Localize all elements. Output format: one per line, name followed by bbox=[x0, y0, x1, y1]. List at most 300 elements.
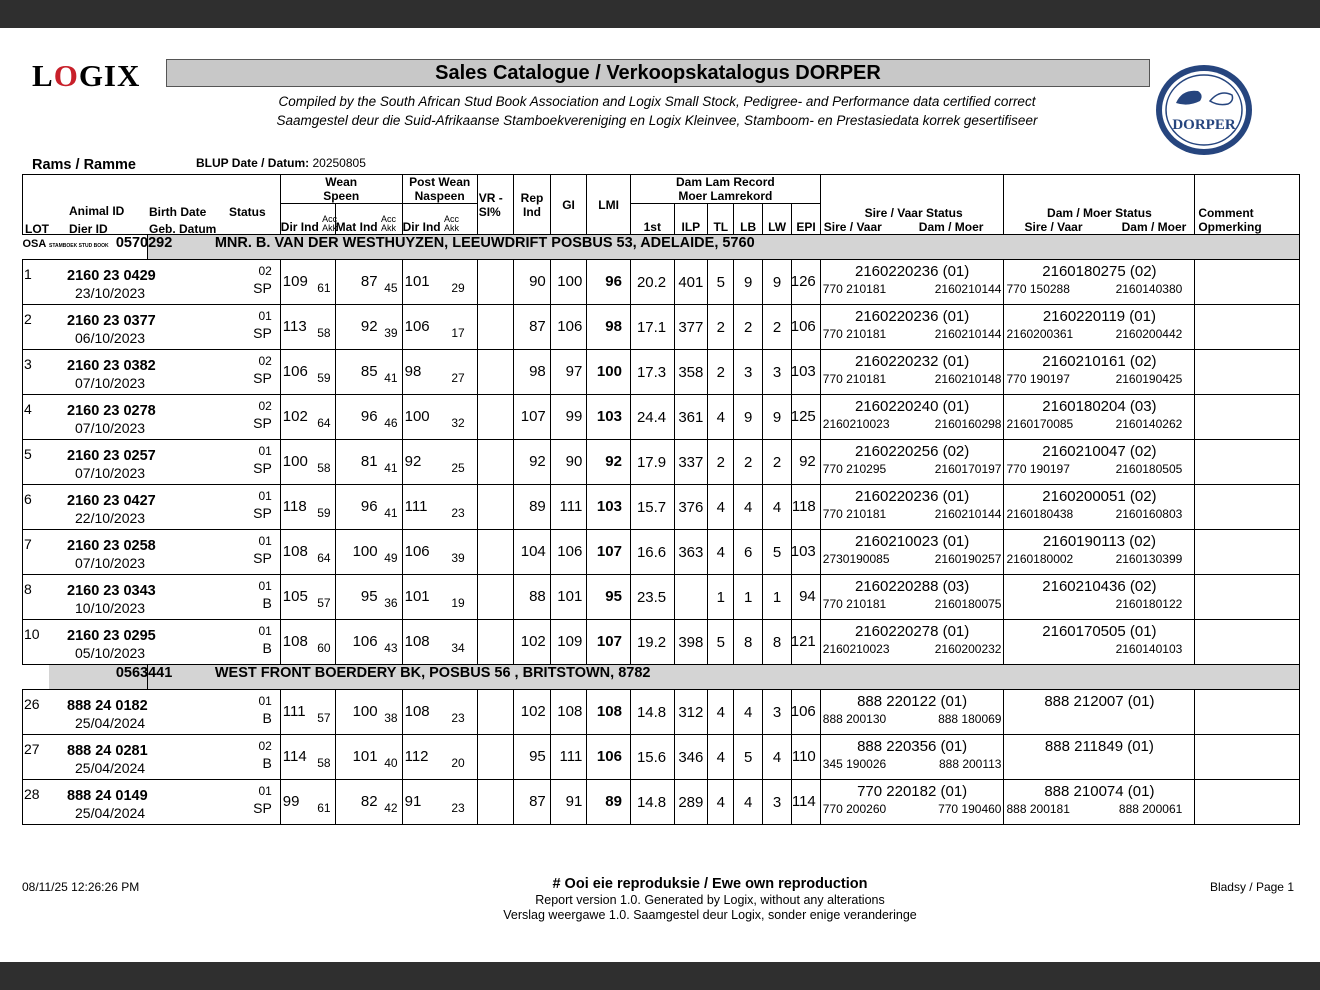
post-dir-ind: 91 23 bbox=[402, 780, 477, 825]
lb-value: 9 bbox=[734, 260, 762, 305]
geb-datum-header: Geb. Datum bbox=[149, 222, 217, 236]
ilp-value: 337 bbox=[674, 440, 707, 485]
lmi-header: LMI bbox=[587, 175, 631, 235]
epi-value: 106 bbox=[792, 305, 820, 350]
post-dir-ind: 106 39 bbox=[402, 530, 477, 575]
lot-header: LOT bbox=[25, 222, 49, 236]
section-title: Rams / Ramme bbox=[32, 157, 136, 173]
lw-value: 3 bbox=[762, 350, 791, 395]
status-code: 01 bbox=[258, 309, 272, 323]
wean-mat-ind: 106 43 bbox=[335, 620, 402, 665]
status-code: 02 bbox=[258, 739, 272, 753]
dam-pedigree: 888 212007 (01) bbox=[1004, 690, 1195, 735]
breeder-name: MNR. B. VAN DER WESTHUYZEN, LEEUWDRIFT POSBUS 53, ADELAIDE, 5760 bbox=[214, 235, 755, 251]
wean-dir-ind: 108 64 bbox=[280, 530, 335, 575]
wean-dir-ind: 108 60 bbox=[280, 620, 335, 665]
lb-header: LB bbox=[734, 204, 762, 235]
comment-cell bbox=[1195, 690, 1300, 735]
first-lamb: 14.8 bbox=[630, 780, 674, 825]
birth-date: 07/10/2023 bbox=[75, 375, 146, 391]
wean-dir-ind: 105 57 bbox=[280, 575, 335, 620]
vr-si bbox=[477, 395, 514, 440]
gi-header: GI bbox=[550, 175, 587, 235]
wean-mat-ind: 96 46 bbox=[335, 395, 402, 440]
status-type: SP bbox=[253, 325, 272, 341]
lw-value: 2 bbox=[762, 305, 791, 350]
lb-value: 6 bbox=[734, 530, 762, 575]
lw-value: 8 bbox=[762, 620, 791, 665]
ilp-value: 346 bbox=[674, 735, 707, 780]
compiled-af: Saamgestel deur die Suid-Afrikaanse Stamboekvereniging en Logix Kleinvee, Stamboom- en Prestasiedata korrek gesertifiseer bbox=[276, 113, 1038, 128]
post-dir-ind: 98 27 bbox=[402, 350, 477, 395]
animal-cell bbox=[23, 690, 281, 735]
lw-value: 5 bbox=[762, 530, 791, 575]
first-lamb: 24.4 bbox=[630, 395, 674, 440]
post-dir-ind: 106 17 bbox=[402, 305, 477, 350]
wean-mat-ind: 85 41 bbox=[335, 350, 402, 395]
wean-header: Wean Speen bbox=[280, 175, 402, 204]
wean-mat-ind: 95 36 bbox=[335, 575, 402, 620]
comment-cell bbox=[1195, 350, 1300, 395]
animal-cell bbox=[23, 485, 281, 530]
comment-cell bbox=[1195, 735, 1300, 780]
vr-si bbox=[477, 690, 514, 735]
sire-status-header: Sire / Vaar Status Sire / Vaar Dam / Moer bbox=[820, 175, 1004, 235]
comment-cell bbox=[1195, 395, 1300, 440]
rep-ind: 98 bbox=[514, 350, 551, 395]
tl-value: 2 bbox=[708, 350, 734, 395]
ilp-value: 289 bbox=[674, 780, 707, 825]
svg-text:DORPER: DORPER bbox=[1172, 117, 1236, 133]
print-timestamp: 08/11/25 12:26:26 PM bbox=[22, 880, 140, 894]
sire-pedigree: 2160220236 (01) 770 210181 2160210144 bbox=[820, 305, 1004, 350]
lb-value: 4 bbox=[734, 690, 762, 735]
first-lamb: 19.2 bbox=[630, 620, 674, 665]
birth-date: 07/10/2023 bbox=[75, 465, 146, 481]
epi-value: 125 bbox=[792, 395, 820, 440]
rep-ind: 87 bbox=[514, 305, 551, 350]
tl-value: 5 bbox=[708, 260, 734, 305]
comment-cell bbox=[1195, 530, 1300, 575]
first-lamb: 14.8 bbox=[630, 690, 674, 735]
lmi-value: 92 bbox=[587, 440, 631, 485]
sire-pedigree: 2160220278 (01) 2160210023 2160200232 bbox=[820, 620, 1004, 665]
dam-pedigree: 2160200051 (02) 2160180438 2160160803 bbox=[1004, 485, 1195, 530]
vr-si bbox=[477, 530, 514, 575]
wean-dir-ind-header: Dir Ind Acc Akk bbox=[280, 204, 335, 235]
lb-value: 2 bbox=[734, 440, 762, 485]
viewer-bottom-bar bbox=[0, 962, 1320, 990]
lb-value: 4 bbox=[734, 485, 762, 530]
animal-cell bbox=[23, 440, 281, 485]
breeder-code: 0563441 bbox=[115, 665, 173, 681]
sire-pedigree: 770 220182 (01) 770 200260 770 190460 bbox=[820, 780, 1004, 825]
rep-ind: 90 bbox=[514, 260, 551, 305]
footer-line-1: Report version 1.0. Generated by Logix, without any alterations bbox=[535, 893, 885, 907]
animal-id: 888 24 0149 bbox=[67, 788, 148, 804]
catalogue-body bbox=[23, 235, 1300, 825]
tl-value: 1 bbox=[708, 575, 734, 620]
lot-number: 10 bbox=[24, 626, 40, 642]
animal-id: 2160 23 0427 bbox=[67, 493, 156, 509]
logix-logo: LOGIX bbox=[32, 58, 141, 93]
vr-si bbox=[477, 620, 514, 665]
comment-cell bbox=[1195, 440, 1300, 485]
breeder-name: WEST FRONT BOERDERY BK, POSBUS 56 , BRITSTOWN, 8782 bbox=[214, 665, 651, 681]
birth-date: 22/10/2023 bbox=[75, 510, 146, 526]
animal-id: 2160 23 0382 bbox=[67, 358, 156, 374]
ilp-value bbox=[674, 575, 707, 620]
epi-value: 103 bbox=[792, 530, 820, 575]
wean-mat-ind-header: Mat Ind Acc Akk bbox=[335, 204, 402, 235]
wean-dir-ind: 114 58 bbox=[280, 735, 335, 780]
wean-dir-ind: 118 59 bbox=[280, 485, 335, 530]
lot-number: 4 bbox=[24, 401, 32, 417]
status-code: 01 bbox=[258, 579, 272, 593]
lot-number: 3 bbox=[24, 356, 32, 372]
animal-cell bbox=[23, 575, 281, 620]
catalogue-page bbox=[0, 28, 1320, 962]
status-code: 01 bbox=[258, 624, 272, 638]
post-dir-ind-header: Dir Ind Acc Akk bbox=[402, 204, 477, 235]
sire-pedigree: 2160220232 (01) 770 210181 2160210148 bbox=[820, 350, 1004, 395]
animal-id: 888 24 0182 bbox=[67, 698, 148, 714]
wean-mat-ind: 101 40 bbox=[335, 735, 402, 780]
first-header: 1st bbox=[630, 204, 674, 235]
birth-date: 07/10/2023 bbox=[75, 420, 146, 436]
status-code: 01 bbox=[258, 444, 272, 458]
vr-si bbox=[477, 350, 514, 395]
status-type: SP bbox=[253, 550, 272, 566]
animal-row bbox=[23, 735, 1300, 780]
wean-mat-ind: 87 45 bbox=[335, 260, 402, 305]
post-dir-ind: 111 23 bbox=[402, 485, 477, 530]
lw-value: 9 bbox=[762, 395, 791, 440]
birth-date: 05/10/2023 bbox=[75, 645, 146, 661]
lmi-value: 89 bbox=[587, 780, 631, 825]
comment-header: Comment Opmerking bbox=[1195, 175, 1300, 235]
wean-dir-ind: 99 61 bbox=[280, 780, 335, 825]
footer-line-2: Verslag weergawe 1.0. Saamgestel deur Logix, sonder enige veranderinge bbox=[503, 908, 917, 922]
animal-id: 2160 23 0278 bbox=[67, 403, 156, 419]
tl-value: 4 bbox=[708, 690, 734, 735]
animal-cell bbox=[23, 735, 281, 780]
dam-pedigree: 888 211849 (01) bbox=[1004, 735, 1195, 780]
lot-number: 27 bbox=[24, 741, 40, 757]
sire-pedigree: 2160220288 (03) 770 210181 2160180075 bbox=[820, 575, 1004, 620]
gi-value: 109 bbox=[550, 620, 587, 665]
post-dir-ind: 112 20 bbox=[402, 735, 477, 780]
dam-pedigree: 2160170505 (01) 2160140103 bbox=[1004, 620, 1195, 665]
animal-id: 2160 23 0429 bbox=[67, 268, 156, 284]
wean-mat-ind: 82 42 bbox=[335, 780, 402, 825]
dorper-seal-icon bbox=[1154, 63, 1254, 157]
gi-value: 97 bbox=[550, 350, 587, 395]
lmi-value: 100 bbox=[587, 350, 631, 395]
lot-number: 7 bbox=[24, 536, 32, 552]
tl-header: TL bbox=[708, 204, 734, 235]
vr-si bbox=[477, 780, 514, 825]
post-dir-ind: 101 19 bbox=[402, 575, 477, 620]
status-type: B bbox=[262, 640, 272, 656]
animal-id: 2160 23 0343 bbox=[67, 583, 156, 599]
animal-row bbox=[23, 780, 1300, 825]
dier-id-header: Dier ID bbox=[69, 222, 108, 236]
wean-mat-ind: 92 39 bbox=[335, 305, 402, 350]
status-type: B bbox=[262, 595, 272, 611]
lw-value: 4 bbox=[762, 485, 791, 530]
post-dir-ind: 92 25 bbox=[402, 440, 477, 485]
page-title: Sales Catalogue / Verkoopskatalogus DORPER bbox=[166, 59, 1150, 87]
birth-date: 07/10/2023 bbox=[75, 555, 146, 571]
sire-pedigree: 2160220236 (01) 770 210181 2160210144 bbox=[820, 485, 1004, 530]
lmi-value: 96 bbox=[587, 260, 631, 305]
animal-cell bbox=[23, 620, 281, 665]
animal-id: 2160 23 0295 bbox=[67, 628, 156, 644]
rep-ind: 92 bbox=[514, 440, 551, 485]
epi-value: 118 bbox=[792, 485, 820, 530]
sire-pedigree: 2160220236 (01) 770 210181 2160210144 bbox=[820, 260, 1004, 305]
page-number: Bladsy / Page 1 bbox=[1209, 880, 1294, 894]
dam-status-header: Dam / Moer Status Sire / Vaar Dam / Moer bbox=[1004, 175, 1195, 235]
wean-dir-ind: 106 59 bbox=[280, 350, 335, 395]
rep-ind: 88 bbox=[514, 575, 551, 620]
lmi-value: 103 bbox=[587, 485, 631, 530]
animal-cell bbox=[23, 780, 281, 825]
animal-row bbox=[23, 575, 1300, 620]
lot-number: 2 bbox=[24, 311, 32, 327]
status-header: Status bbox=[229, 205, 266, 219]
animal-row bbox=[23, 530, 1300, 575]
lb-value: 3 bbox=[734, 350, 762, 395]
status-type: B bbox=[262, 755, 272, 771]
wean-mat-ind: 96 41 bbox=[335, 485, 402, 530]
status-type: SP bbox=[253, 415, 272, 431]
sire-pedigree: 888 220122 (01) 888 200130 888 180069 bbox=[820, 690, 1004, 735]
wean-dir-ind: 111 57 bbox=[280, 690, 335, 735]
ilp-value: 377 bbox=[674, 305, 707, 350]
lmi-value: 107 bbox=[587, 530, 631, 575]
birth-date: 06/10/2023 bbox=[75, 330, 146, 346]
dam-pedigree: 2160220119 (01) 2160200361 2160200442 bbox=[1004, 305, 1195, 350]
breeder-code: 0570292 bbox=[115, 235, 173, 251]
first-lamb: 17.3 bbox=[630, 350, 674, 395]
rep-ind: 87 bbox=[514, 780, 551, 825]
ilp-value: 358 bbox=[674, 350, 707, 395]
animal-id-header: Animal ID bbox=[69, 204, 125, 218]
animal-id: 2160 23 0377 bbox=[67, 313, 156, 329]
tl-value: 4 bbox=[708, 395, 734, 440]
lot-number: 1 bbox=[24, 266, 32, 282]
dam-pedigree: 2160210047 (02) 770 190197 2160180505 bbox=[1004, 440, 1195, 485]
rep-ind-header: Rep Ind bbox=[514, 175, 551, 235]
comment-cell bbox=[1195, 260, 1300, 305]
tl-value: 4 bbox=[708, 735, 734, 780]
lmi-value: 106 bbox=[587, 735, 631, 780]
lw-value: 2 bbox=[762, 440, 791, 485]
wean-dir-ind: 113 58 bbox=[280, 305, 335, 350]
animal-row bbox=[23, 620, 1300, 665]
ilp-value: 361 bbox=[674, 395, 707, 440]
tl-value: 5 bbox=[708, 620, 734, 665]
wean-mat-ind: 100 38 bbox=[335, 690, 402, 735]
comment-cell bbox=[1195, 305, 1300, 350]
wean-dir-ind: 109 61 bbox=[280, 260, 335, 305]
comment-cell bbox=[1195, 485, 1300, 530]
status-type: SP bbox=[253, 800, 272, 816]
tl-value: 4 bbox=[708, 780, 734, 825]
status-type: B bbox=[262, 710, 272, 726]
rep-ind: 102 bbox=[514, 620, 551, 665]
birth-date-header: Birth Date bbox=[149, 205, 207, 219]
epi-value: 106 bbox=[792, 690, 820, 735]
rep-ind: 89 bbox=[514, 485, 551, 530]
status-code: 02 bbox=[258, 264, 272, 278]
lmi-value: 98 bbox=[587, 305, 631, 350]
dam-pedigree: 2160180204 (03) 2160170085 2160140262 bbox=[1004, 395, 1195, 440]
lw-header: LW bbox=[762, 204, 791, 235]
gi-value: 111 bbox=[550, 735, 587, 780]
epi-value: 121 bbox=[792, 620, 820, 665]
animal-row bbox=[23, 485, 1300, 530]
dam-pedigree: 888 210074 (01) 888 200181 888 200061 bbox=[1004, 780, 1195, 825]
dam-lam-header: Dam Lam Record Moer Lamrekord bbox=[630, 175, 820, 204]
animal-id: 2160 23 0258 bbox=[67, 538, 156, 554]
gi-value: 111 bbox=[550, 485, 587, 530]
status-code: 01 bbox=[258, 784, 272, 798]
vr-si bbox=[477, 440, 514, 485]
epi-value: 94 bbox=[792, 575, 820, 620]
rep-ind: 95 bbox=[514, 735, 551, 780]
wean-dir-ind: 102 64 bbox=[280, 395, 335, 440]
gi-value: 106 bbox=[550, 305, 587, 350]
sire-pedigree: 2160210023 (01) 2730190085 2160190257 bbox=[820, 530, 1004, 575]
footer-notes bbox=[420, 876, 1000, 922]
dam-pedigree: 2160210161 (02) 770 190197 2160190425 bbox=[1004, 350, 1195, 395]
first-lamb: 15.6 bbox=[630, 735, 674, 780]
lmi-value: 108 bbox=[587, 690, 631, 735]
animal-id: 2160 23 0257 bbox=[67, 448, 156, 464]
birth-date: 25/04/2024 bbox=[75, 805, 146, 821]
lw-value: 4 bbox=[762, 735, 791, 780]
vr-si bbox=[477, 575, 514, 620]
footer-title: # Ooi eie reproduksie / Ewe own reproduction bbox=[552, 876, 868, 892]
animal-id: 888 24 0281 bbox=[67, 743, 148, 759]
lb-value: 8 bbox=[734, 620, 762, 665]
animal-row bbox=[23, 690, 1300, 735]
first-lamb: 17.9 bbox=[630, 440, 674, 485]
compiled-en: Compiled by the South African Stud Book Association and Logix Small Stock, Pedigree- and Performance data certified correct bbox=[278, 94, 1036, 109]
epi-value: 114 bbox=[792, 780, 820, 825]
birth-date: 23/10/2023 bbox=[75, 285, 146, 301]
ilp-value: 376 bbox=[674, 485, 707, 530]
vr-si bbox=[477, 305, 514, 350]
status-code: 02 bbox=[258, 354, 272, 368]
gi-value: 101 bbox=[550, 575, 587, 620]
lw-value: 3 bbox=[762, 780, 791, 825]
epi-value: 92 bbox=[792, 440, 820, 485]
comment-cell bbox=[1195, 575, 1300, 620]
birth-date: 25/04/2024 bbox=[75, 760, 146, 776]
lb-value: 5 bbox=[734, 735, 762, 780]
ilp-value: 363 bbox=[674, 530, 707, 575]
ilp-header: ILP bbox=[674, 204, 707, 235]
first-lamb: 16.6 bbox=[630, 530, 674, 575]
vr-si bbox=[477, 485, 514, 530]
header-row-1 bbox=[23, 175, 1300, 204]
lot-number: 26 bbox=[24, 696, 40, 712]
comment-cell bbox=[1195, 780, 1300, 825]
dam-pedigree: 2160210436 (02) 2160180122 bbox=[1004, 575, 1195, 620]
wean-dir-ind: 100 58 bbox=[280, 440, 335, 485]
first-lamb: 17.1 bbox=[630, 305, 674, 350]
breeder-row bbox=[23, 235, 1300, 260]
dam-pedigree: 2160180275 (02) 770 150288 2160140380 bbox=[1004, 260, 1195, 305]
animal-row bbox=[23, 350, 1300, 395]
animal-row bbox=[23, 260, 1300, 305]
first-lamb: 15.7 bbox=[630, 485, 674, 530]
lw-value: 1 bbox=[762, 575, 791, 620]
wean-mat-ind: 81 41 bbox=[335, 440, 402, 485]
post-dir-ind: 101 29 bbox=[402, 260, 477, 305]
status-code: 02 bbox=[258, 399, 272, 413]
tl-value: 4 bbox=[708, 530, 734, 575]
rep-ind: 107 bbox=[514, 395, 551, 440]
dam-pedigree: 2160190113 (02) 2160180002 2160130399 bbox=[1004, 530, 1195, 575]
lmi-value: 107 bbox=[587, 620, 631, 665]
lot-number: 8 bbox=[24, 581, 32, 597]
post-dir-ind: 108 23 bbox=[402, 690, 477, 735]
status-type: SP bbox=[253, 280, 272, 296]
post-dir-ind: 100 32 bbox=[402, 395, 477, 440]
epi-value: 110 bbox=[792, 735, 820, 780]
gi-value: 100 bbox=[550, 260, 587, 305]
animal-cell bbox=[23, 350, 281, 395]
gi-value: 90 bbox=[550, 440, 587, 485]
lot-number: 6 bbox=[24, 491, 32, 507]
rep-ind: 104 bbox=[514, 530, 551, 575]
lw-value: 9 bbox=[762, 260, 791, 305]
sire-pedigree: 888 220356 (01) 345 190026 888 200113 bbox=[820, 735, 1004, 780]
tl-value: 2 bbox=[708, 440, 734, 485]
animal-cell bbox=[23, 305, 281, 350]
status-type: SP bbox=[253, 460, 272, 476]
animal-cell bbox=[23, 395, 281, 440]
animal-cell bbox=[23, 530, 281, 575]
first-lamb: 23.5 bbox=[630, 575, 674, 620]
ilp-value: 312 bbox=[674, 690, 707, 735]
epi-value: 103 bbox=[792, 350, 820, 395]
rep-ind: 102 bbox=[514, 690, 551, 735]
birth-date: 25/04/2024 bbox=[75, 715, 146, 731]
ilp-value: 401 bbox=[674, 260, 707, 305]
lb-value: 2 bbox=[734, 305, 762, 350]
post-wean-header: Post Wean Naspeen bbox=[402, 175, 477, 204]
epi-header: EPI bbox=[792, 204, 820, 235]
lb-value: 9 bbox=[734, 395, 762, 440]
gi-value: 99 bbox=[550, 395, 587, 440]
lot-number: 28 bbox=[24, 786, 40, 802]
status-code: 01 bbox=[258, 489, 272, 503]
vr-si bbox=[477, 260, 514, 305]
status-code: 01 bbox=[258, 694, 272, 708]
wean-mat-ind: 100 49 bbox=[335, 530, 402, 575]
blup-date: BLUP Date / Datum: 20250805 bbox=[196, 156, 366, 170]
animal-row bbox=[23, 440, 1300, 485]
lb-value: 4 bbox=[734, 780, 762, 825]
animal-row bbox=[23, 305, 1300, 350]
vr-si-header: VR - SI% bbox=[477, 175, 514, 235]
